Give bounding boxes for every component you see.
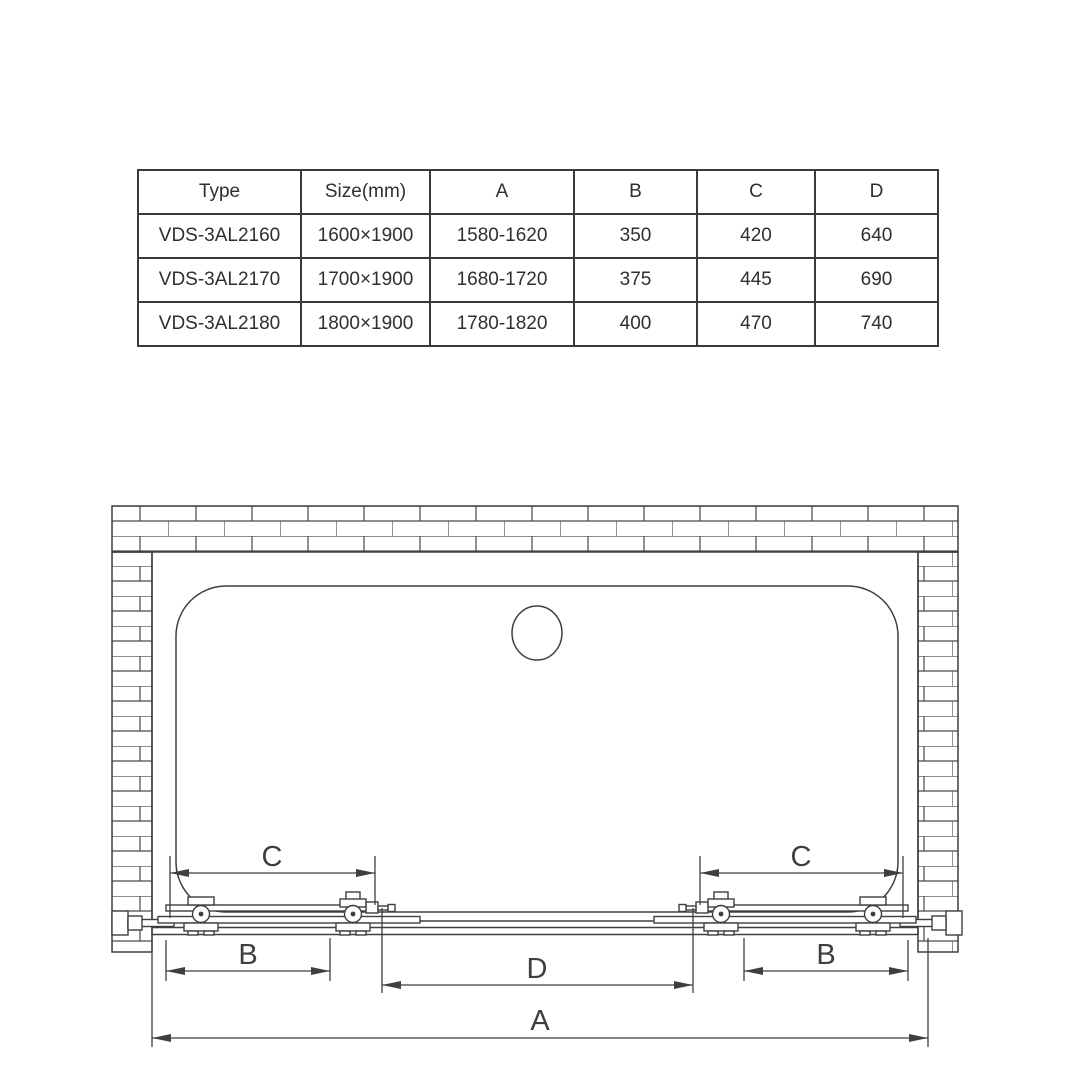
dim-label-b-left: B	[238, 939, 258, 971]
table-cell-size: 1800×1900	[301, 302, 430, 346]
dim-label-a: A	[530, 1005, 550, 1037]
wall-left	[112, 552, 152, 952]
table-cell-a: 1780-1820	[430, 302, 574, 346]
table-cell-a: 1680-1720	[430, 258, 574, 302]
table-cell-size: 1600×1900	[301, 214, 430, 258]
table-cell-c: 420	[697, 214, 815, 258]
col-header-size: Size(mm)	[301, 170, 430, 214]
niche-outline	[152, 552, 918, 935]
table-cell-d: 640	[815, 214, 938, 258]
col-header-c: C	[697, 170, 815, 214]
table-cell-type: VDS-3AL2180	[138, 302, 301, 346]
table-cell-b: 350	[574, 214, 697, 258]
table-cell-c: 445	[697, 258, 815, 302]
dim-label-c-left: C	[261, 841, 283, 873]
wall-bricks	[112, 506, 958, 952]
table-cell-d: 690	[815, 258, 938, 302]
col-header-a: A	[430, 170, 574, 214]
dim-label-c-right: C	[790, 841, 812, 873]
dimension-lines	[152, 841, 928, 1047]
drain-circle	[512, 606, 562, 660]
col-header-b: B	[574, 170, 697, 214]
table-cell-c: 470	[697, 302, 815, 346]
dim-label-b-right: B	[816, 939, 836, 971]
table-cell-a: 1580-1620	[430, 214, 574, 258]
table-cell-type: VDS-3AL2160	[138, 214, 301, 258]
table-cell-b: 375	[574, 258, 697, 302]
table-cell-d: 740	[815, 302, 938, 346]
table-cell-b: 400	[574, 302, 697, 346]
table-cell-size: 1700×1900	[301, 258, 430, 302]
col-header-d: D	[815, 170, 938, 214]
wall-right	[918, 552, 958, 952]
dim-label-d: D	[526, 953, 548, 985]
wall-top	[112, 506, 958, 552]
col-header-type: Type	[138, 170, 301, 214]
table-cell-type: VDS-3AL2170	[138, 258, 301, 302]
left-door-assembly	[112, 892, 420, 935]
